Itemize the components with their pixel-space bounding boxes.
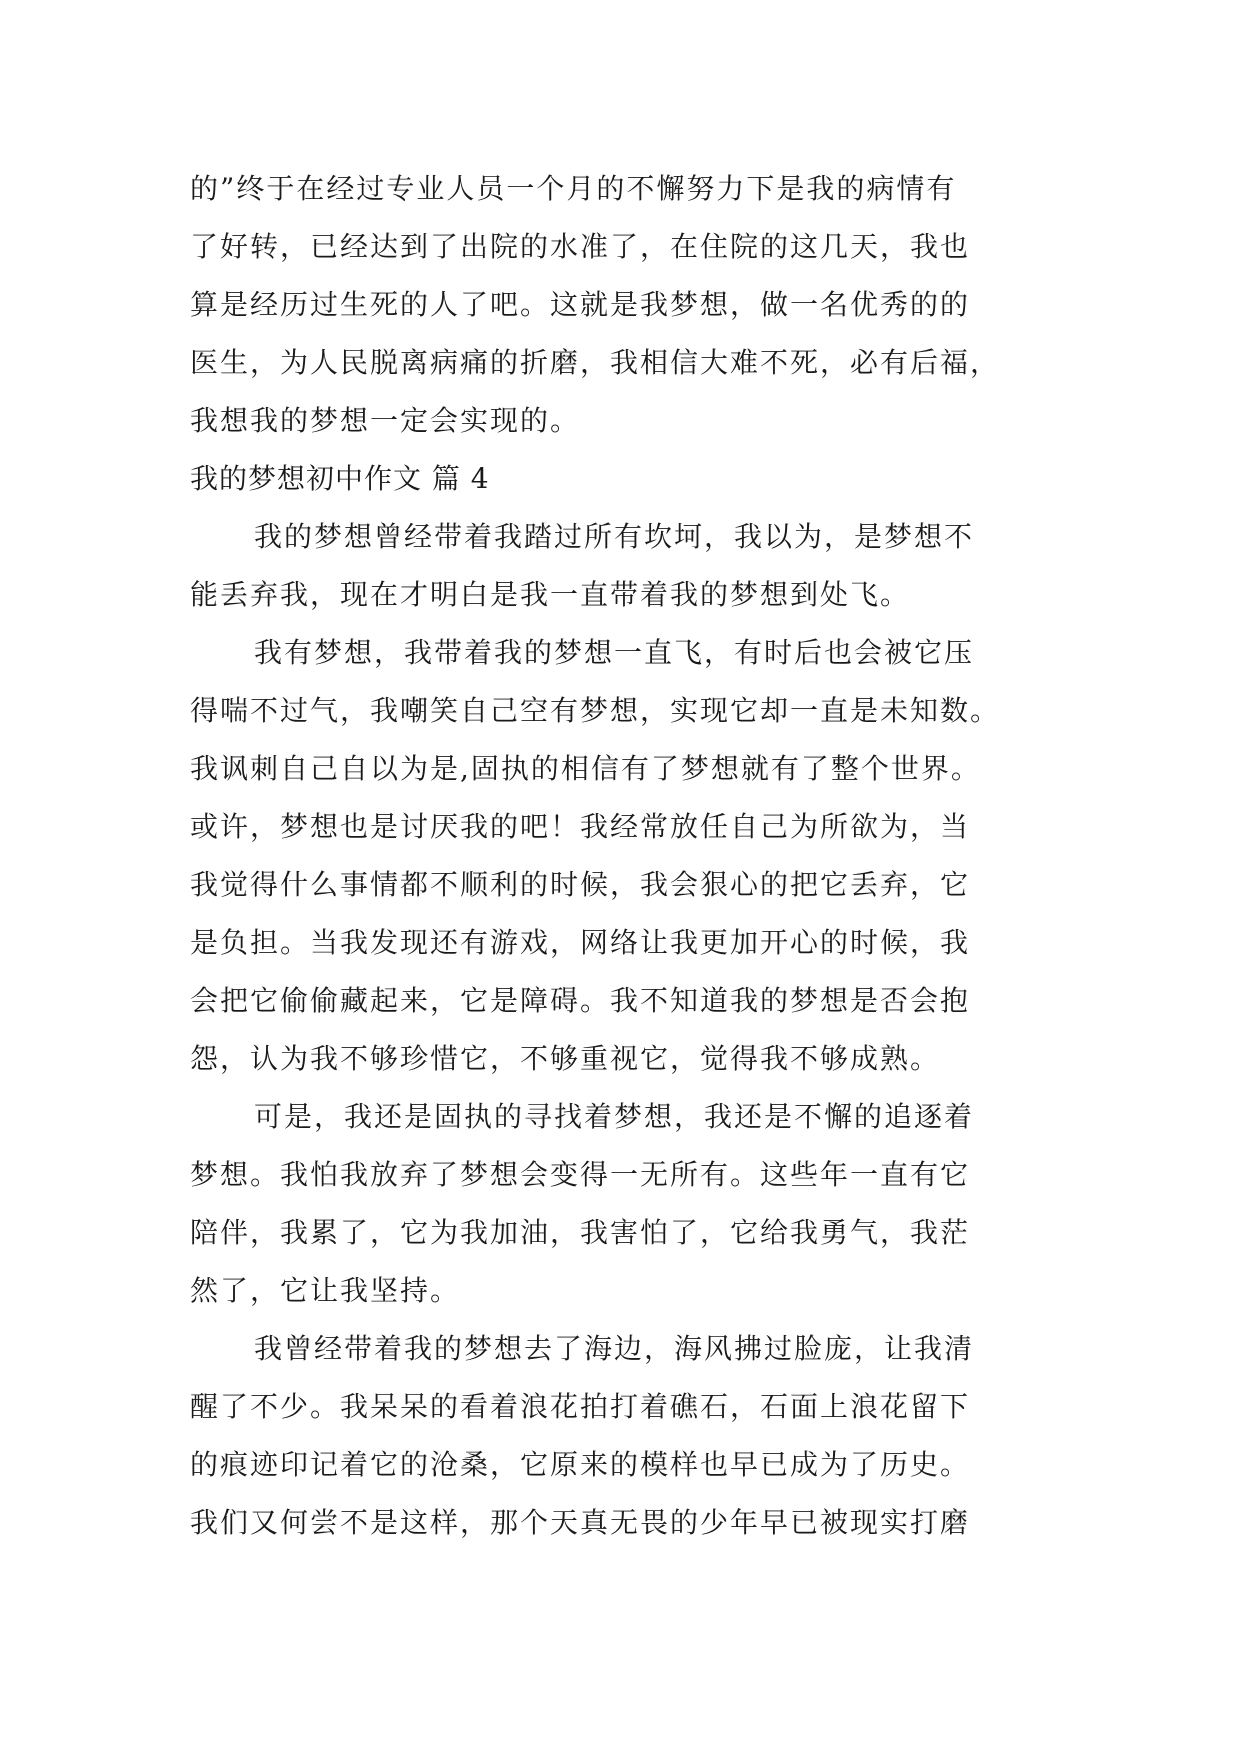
text-line: 算是经历过生死的人了吧。这就是我梦想，做一名优秀的的: [190, 288, 971, 321]
paragraph-continued: [190, 160, 1060, 450]
paragraph-1: [190, 508, 1060, 624]
paragraph-2: [190, 624, 1060, 1088]
text-line: 了好转，已经达到了出院的水准了，在住院的这几天，我也: [190, 230, 971, 263]
text-line: 我曾经带着我的梦想去了海边，海风拂过脸庞，让我清: [254, 1332, 975, 1365]
paragraph-4: [190, 1320, 1060, 1552]
text-line: 然了，它让我坚持。: [190, 1274, 461, 1307]
text-line: 或许，梦想也是讨厌我的吧！我经常放任自己为所欲为，当: [190, 810, 971, 843]
text-line: 是负担。当我发现还有游戏，网络让我更加开心的时候，我: [190, 926, 971, 959]
text-line: 怨，认为我不够珍惜它，不够重视它，觉得我不够成熟。: [190, 1042, 941, 1075]
text-line: 我讽刺自己自以为是,固执的相信有了梦想就有了整个世界。: [190, 752, 981, 785]
document-page: [190, 160, 1060, 1552]
text-line: 梦想。我怕我放弃了梦想会变得一无所有。这些年一直有它: [190, 1158, 971, 1191]
text-line: 陪伴，我累了，它为我加油，我害怕了，它给我勇气，我茫: [190, 1216, 971, 1249]
text-line: 我的梦想曾经带着我踏过所有坎坷，我以为，是梦想不: [254, 520, 975, 553]
text-line: 我觉得什么事情都不顺利的时候，我会狠心的把它丢弃，它: [190, 868, 971, 901]
text-line: 会把它偷偷藏起来，它是障碍。我不知道我的梦想是否会抱: [190, 984, 971, 1017]
section-heading: 我的梦想初中作文 篇 4: [190, 462, 490, 495]
paragraph-3: [190, 1088, 1060, 1320]
text-line: 可是，我还是固执的寻找着梦想，我还是不懈的追逐着: [254, 1100, 975, 1133]
text-line: 我们又何尝不是这样，那个天真无畏的少年早已被现实打磨: [190, 1506, 971, 1539]
text-line: 我想我的梦想一定会实现的。: [190, 404, 581, 437]
text-line: 能丢弃我，现在才明白是我一直带着我的梦想到处飞。: [190, 578, 911, 611]
text-line: 医生，为人民脱离病痛的折磨，我相信大难不死，必有后福，: [190, 346, 1001, 379]
text-line: 的”终于在经过专业人员一个月的不懈努力下是我的病情有: [190, 172, 957, 205]
text-line: 我有梦想，我带着我的梦想一直飞，有时后也会被它压: [254, 636, 975, 669]
text-line: 得喘不过气，我嘲笑自己空有梦想，实现它却一直是未知数。: [190, 694, 1001, 727]
text-line: 的痕迹印记着它的沧桑，它原来的模样也早已成为了历史。: [190, 1448, 971, 1481]
text-line: 醒了不少。我呆呆的看着浪花拍打着礁石，石面上浪花留下: [190, 1390, 971, 1423]
